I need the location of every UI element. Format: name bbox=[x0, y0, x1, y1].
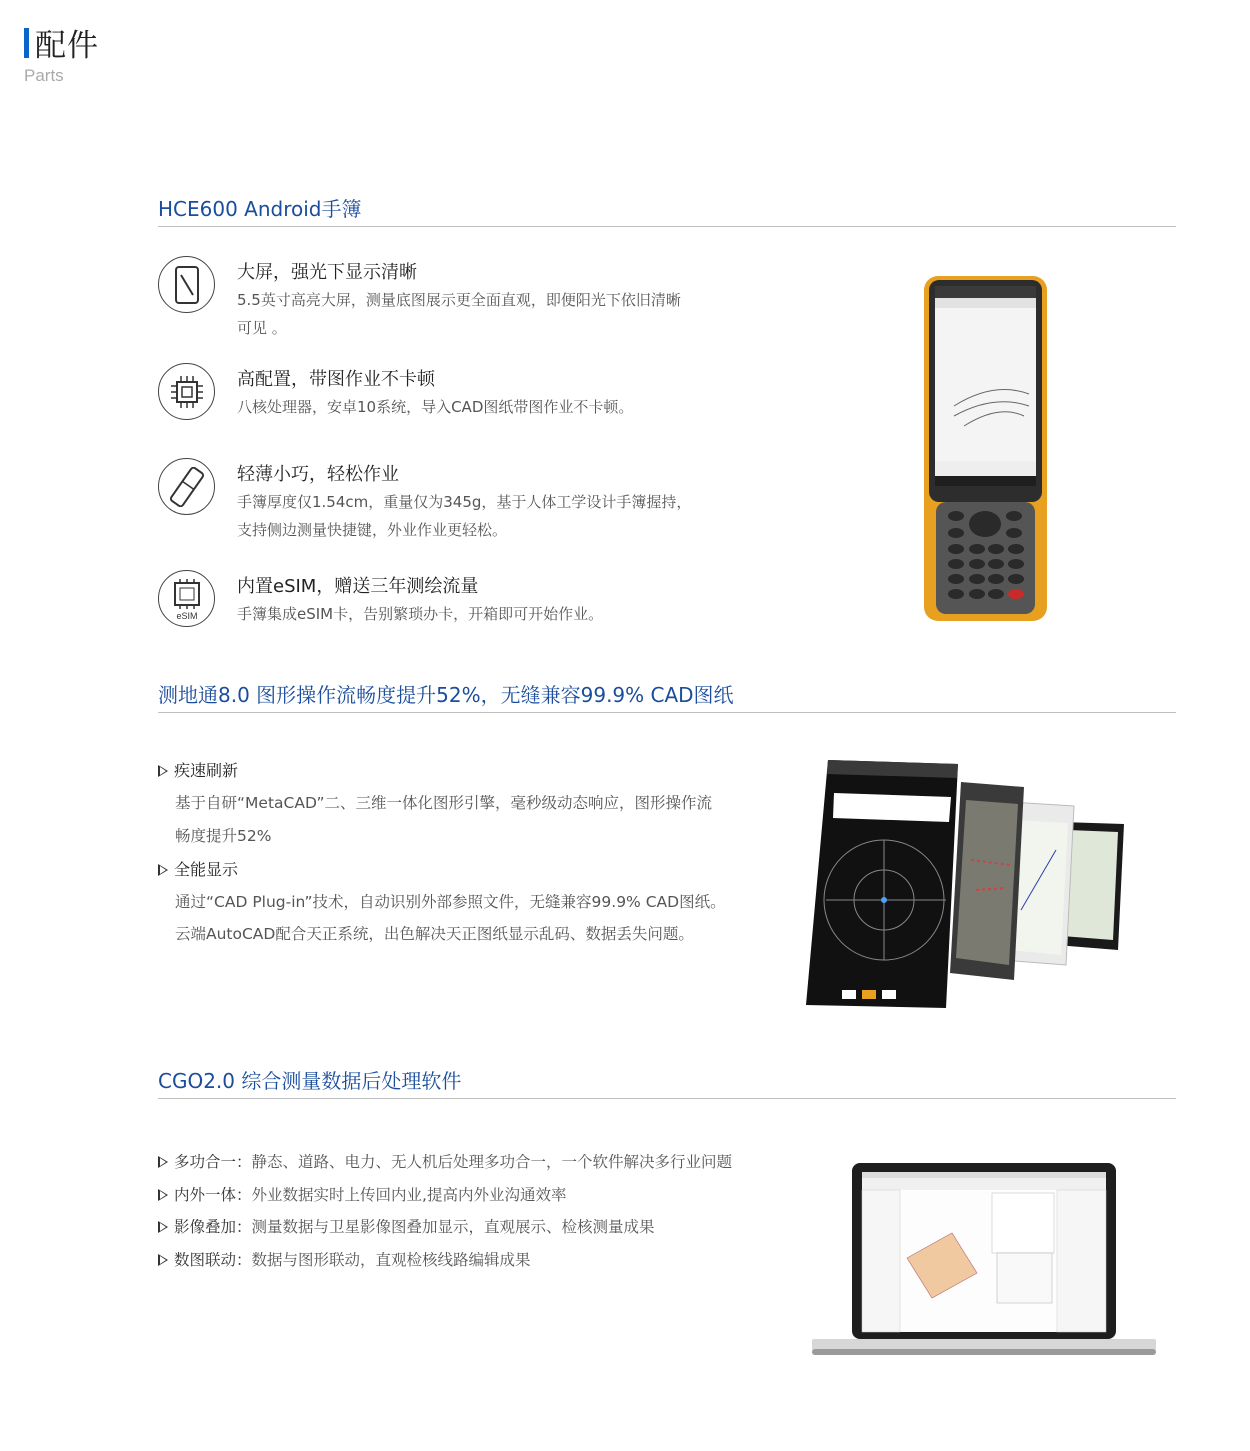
section-heading-text: CGO2.0 综合测量数据后处理软件 bbox=[158, 1069, 462, 1093]
bullet-full-display bbox=[158, 857, 238, 880]
section-heading-cedtong bbox=[158, 679, 1176, 713]
triangle-bullet-icon bbox=[158, 864, 168, 876]
chip-icon bbox=[158, 363, 215, 420]
esim-icon bbox=[158, 570, 215, 627]
bullet-fast-refresh bbox=[158, 758, 238, 781]
svg-text:eSIM: eSIM bbox=[175, 610, 198, 621]
list-item bbox=[158, 1215, 655, 1237]
feature-desc bbox=[237, 488, 737, 544]
list-item-label: 数图联动： bbox=[174, 1251, 252, 1269]
list-item-label: 多功合一： bbox=[174, 1153, 252, 1171]
triangle-bullet-icon bbox=[158, 1156, 168, 1168]
cedtong-screens-image bbox=[806, 760, 1126, 1008]
section-heading-text: HCE600 Android手簿 bbox=[158, 197, 362, 221]
page-subtitle: Parts bbox=[24, 66, 64, 85]
list-item-label: 内外一体： bbox=[174, 1186, 252, 1204]
screen-icon bbox=[158, 256, 215, 313]
page-title-wrap bbox=[24, 20, 99, 65]
list-item-label: 影像叠加： bbox=[174, 1218, 252, 1236]
bullet-title: 疾速刷新 bbox=[174, 761, 239, 780]
handheld-icon bbox=[158, 458, 215, 515]
page-title: 配件 bbox=[35, 28, 99, 64]
feature-title: 内置eSIM，赠送三年测绘流量 bbox=[237, 576, 479, 597]
section-heading-hce600 bbox=[158, 193, 1176, 227]
list-item bbox=[158, 1150, 732, 1172]
feature-title: 高配置，带图作业不卡顿 bbox=[237, 369, 435, 390]
triangle-bullet-icon bbox=[158, 765, 168, 777]
feature-esim bbox=[158, 570, 758, 630]
list-item-desc: 外业数据实时上传回内业,提高内外业沟通效率 bbox=[251, 1186, 567, 1204]
body-text-line: 畅度提升52% bbox=[175, 827, 272, 845]
list-item-desc: 静态、道路、电力、无人机后处理多功合一，一个软件解决多行业问题 bbox=[251, 1153, 733, 1171]
feature-desc-line: 5.5英寸高亮大屏，测量底图展示更全面直观，即便阳光下依旧清晰 bbox=[237, 291, 681, 309]
list-item bbox=[158, 1248, 531, 1270]
feature-desc-line: 八核处理器，安卓10系统，导入CAD图纸带图作业不卡顿。 bbox=[237, 398, 634, 416]
list-item bbox=[158, 1183, 566, 1205]
section-heading-cgo bbox=[158, 1065, 1176, 1099]
feature-title: 大屏，强光下显示清晰 bbox=[237, 262, 417, 283]
feature-desc bbox=[237, 393, 737, 421]
feature-desc-line: 手簿厚度仅1.54cm，重量仅为345g，基于人体工学设计手簿握持， bbox=[237, 493, 692, 511]
title-accent-bar bbox=[24, 28, 29, 58]
section-heading-text: 测地通8.0 图形操作流畅度提升52%，无缝兼容99.9% CAD图纸 bbox=[158, 683, 734, 707]
bullet-title: 全能显示 bbox=[174, 860, 239, 879]
list-item-desc: 测量数据与卫星影像图叠加显示，直观展示、检核测量成果 bbox=[251, 1218, 655, 1236]
feature-desc-line: 支持侧边测量快捷键，外业作业更轻松。 bbox=[237, 521, 508, 539]
feature-lightweight bbox=[158, 458, 758, 539]
feature-desc bbox=[237, 600, 737, 628]
body-text-line: 云端AutoCAD配合天正系统，出色解决天正图纸显示乱码、数据丢失问题。 bbox=[175, 925, 694, 943]
feature-high-config bbox=[158, 363, 758, 423]
feature-title: 轻薄小巧，轻松作业 bbox=[237, 464, 399, 485]
feature-large-screen bbox=[158, 256, 758, 337]
feature-desc-line: 可见 。 bbox=[237, 319, 287, 337]
cgo-laptop-image bbox=[812, 1163, 1156, 1359]
triangle-bullet-icon bbox=[158, 1189, 168, 1201]
triangle-bullet-icon bbox=[158, 1221, 168, 1233]
feature-desc-line: 手簿集成eSIM卡，告别繁琐办卡，开箱即可开始作业。 bbox=[237, 605, 604, 623]
triangle-bullet-icon bbox=[158, 1254, 168, 1266]
feature-desc bbox=[237, 286, 737, 342]
hce600-device-image bbox=[924, 276, 1047, 621]
body-text-line: 通过“CAD Plug-in”技术，自动识别外部参照文件，无缝兼容99.9% CAD图纸。 bbox=[175, 893, 726, 911]
list-item-desc: 数据与图形联动，直观检核线路编辑成果 bbox=[251, 1251, 531, 1269]
body-text-line: 基于自研“MetaCAD”二、三维一体化图形引擎，毫秒级动态响应，图形操作流 bbox=[175, 794, 712, 812]
